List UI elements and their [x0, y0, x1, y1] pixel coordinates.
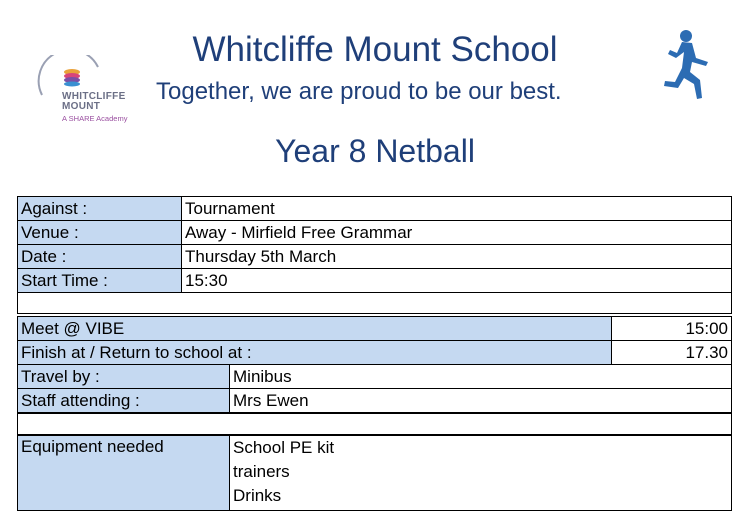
fixture-label: Venue : [18, 221, 182, 245]
fixture-value: Thursday 5th March [182, 245, 732, 269]
equipment-item: School PE kit [233, 438, 335, 457]
logo-text-line1: WHITCLIFFE [62, 91, 126, 102]
equipment-label: Equipment needed [18, 436, 230, 511]
table-row [18, 317, 732, 341]
timings-table [17, 316, 732, 413]
timing-label: Finish at / Return to school at : [18, 341, 612, 365]
fixture-value: Away - Mirfield Free Grammar [182, 221, 732, 245]
equipment-table [17, 435, 732, 511]
logistics-label: Travel by : [18, 365, 230, 389]
equipment-list [230, 436, 732, 511]
table-row [18, 245, 732, 269]
spacer-row [17, 413, 732, 435]
table-row [18, 365, 732, 389]
fixture-label: Against : [18, 197, 182, 221]
spacer-row [17, 292, 732, 314]
event-title: Year 8 Netball [275, 133, 475, 169]
fixture-value: Tournament [182, 197, 732, 221]
equipment-item: Drinks [233, 486, 282, 505]
logistics-value: Minibus [230, 365, 732, 389]
fixture-value: 15:30 [182, 269, 732, 293]
table-row [18, 269, 732, 293]
logistics-value: Mrs Ewen [230, 389, 732, 413]
runner-icon [656, 28, 716, 104]
table-row [18, 389, 732, 413]
school-motto: Together, we are proud to be our best. [156, 78, 562, 105]
logo-text-line3: A SHARE Academy [62, 114, 128, 123]
timing-value: 15:00 [612, 317, 732, 341]
school-name: Whitcliffe Mount School [192, 30, 558, 69]
fixture-label: Start Time : [18, 269, 182, 293]
logo-text-line2: MOUNT [62, 101, 101, 112]
table-row [18, 436, 732, 511]
timing-label: Meet @ VIBE [18, 317, 612, 341]
table-row [18, 221, 732, 245]
timing-value: 17.30 [612, 341, 732, 365]
equipment-item: trainers [233, 462, 290, 481]
fixture-label: Date : [18, 245, 182, 269]
table-row [18, 341, 732, 365]
fixture-table [17, 196, 732, 293]
table-row [18, 197, 732, 221]
logistics-label: Staff attending : [18, 389, 230, 413]
